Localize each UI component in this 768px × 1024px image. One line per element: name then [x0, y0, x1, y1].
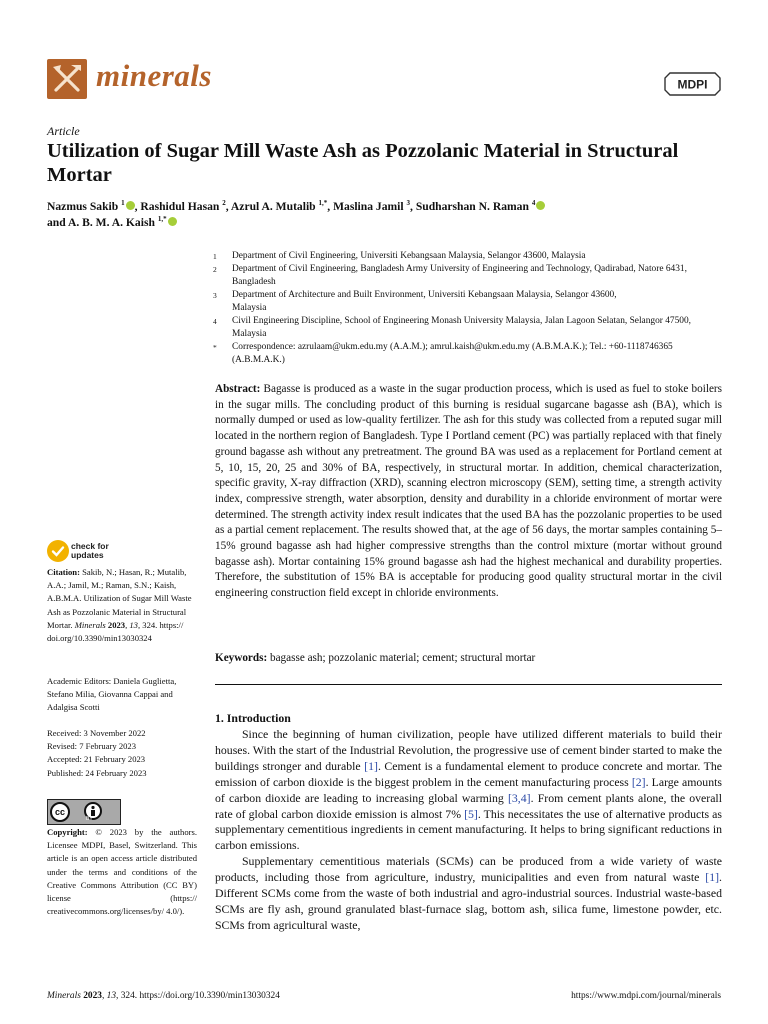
author[interactable]: and A. B. M. A. Kaish $^{1,*}$	[47, 216, 177, 229]
academic-editors: Academic Editors: Daniela Guglietta, Stefano Milia, Giovanna Cappai and Adalgisa Scotti	[47, 676, 177, 713]
correspondence: * Correspondence: azrulaam@ukm.edu.my (A.A.M.); amrul.kaish@ukm.edu.my (A.B.M.A.K.); Tel.: +60-1118746365 (A.B.M.A.K.)	[213, 342, 673, 365]
introduction-text	[215, 727, 722, 934]
abstract: Abstract: Bagasse is produced as a waste in the sugar production process, which is used as fuel to stoke boilers in the sugar mills. The concluding product of this burning is residual sugarcane bagasse ash (BA), which is normally dumped or used as low-quality fertilizer. The ash for this study was collected from a reputed sugar mill located in the northern region of Bangladesh. Type I Portland cement (PC) was partially replaced with that finely ground bagasse ash without any pretreatment. The ground BA was used as a replacement for Portland cement at 5, 10, 15, 20, 25 and 30% of BA, respectively, in structural mortar. In addition, chemical characterization, specific gravity, X-ray diffraction (XRD), scanning electron microscopy (SEM), setting time, a strength activity index, compressive strength, water absorption, density and durability in a chloride environment of mortar were determined. The strength activity index result indicates that the used BA has the pozzolanic properties to be used as a partial cement replacement. The results showed that, at the age of 56 days, the mortar samples containing 5–15% ground bagasse ash had higher compressive strengths than the control mixture (mortar without ground bagasse ash). Mortar containing 15% ground bagasse ash had the highest mechanical and durability properties. Therefore, the substitution of 15% BA is acceptable for producing good quality structural mortar in the civil engineering construction field except in chloride environments.	[215, 383, 722, 600]
reference-link[interactable]: [5]	[464, 806, 478, 821]
reference-link[interactable]: [2]	[631, 774, 646, 789]
paragraph: Since the beginning of human civilization, people have utilized different materials to build their houses. With the start of the Industrial Revolution, the progressive use of cement binder started to make the buildings stronger and durable [1]. Cement is a fundamental element to produce concrete and mortar. The emission of carbon dioxide is the biggest problem in the cement manufacturing process [2]. Large amounts of carbon dioxide are leading to increasing global warming [3,4]. From cement plants alone, the overall rate of global carbon dioxide emission is almost 7% [5]. This necessitates the use of alternative products as supplementary cementitious ingredients in cement manufacturing. It helps to bring significant reductions in carbon emissions.	[215, 727, 722, 853]
reference-link[interactable]: [1]	[364, 758, 378, 773]
author[interactable]: Maslina Jamil $^3$,	[333, 199, 416, 213]
publication-dates: Received: 3 November 2022 Revised: 7 February 2023 Accepted: 21 February 2023 Published: 24 February 2023	[47, 728, 147, 778]
check-for-updates-button[interactable]: check for updates	[47, 540, 167, 564]
footer-citation: Minerals 2023, 13, 324. https://doi.org/10.3390/min13030324	[47, 991, 280, 1001]
section-heading: 1. Introduction	[215, 711, 291, 725]
journal-name: minerals	[96, 58, 212, 93]
orcid-icon[interactable]	[536, 201, 545, 210]
affiliation: 3 Department of Architecture and Built Environment, Universiti Kebangsaan Malaysia, Selangor 43600, Malaysia	[213, 290, 617, 313]
citation: Citation: Sakib, N.; Hasan, R.; Mutalib, A.A.; Jamil, M.; Raman, S.N.; Kaish, A.B.M.A. Utilization of Sugar Mill Waste Ash as Pozzolanic Material in Structural Mortar. Minerals 2023, 13, 324. https:// doi.org/10.3390/min13030324	[47, 567, 192, 644]
paragraph: Supplementary cementitious materials (SCMs) can be produced from a wide variety of waste products, including those from agriculture, industry, municipalities and even from natural waste [1]. Different SCMs come from the waste of both industrial and agro-industrial sources. Industrial waste-based SCMs are fly ash, ground granulated blast-furnace slag, bottom ash, silica fume, limestone powder, etc. SCMs from agricultural waste,	[215, 854, 722, 932]
affiliations	[213, 250, 725, 367]
citation-doi-link[interactable]: , 324. https:// doi.org/10.3390/min13030324	[47, 619, 184, 644]
author[interactable]: Rashidul Hasan $^2$,	[140, 199, 231, 213]
section-divider	[215, 684, 722, 685]
journal-logo-icon	[47, 59, 87, 99]
author[interactable]: Azrul A. Mutalib $^{1,*}$,	[230, 199, 334, 213]
author[interactable]: Nazmus Sakib $^1$ ,	[47, 199, 141, 213]
publisher-logo	[664, 72, 721, 101]
affiliation: 1 Department of Civil Engineering, Universiti Kebangsaan Malaysia, Selangor 43600, Malaysia	[213, 251, 586, 261]
affiliation: 4 Civil Engineering Discipline, School of Engineering Monash University Malaysia, Jalan Lagoon Selatan, Selangor 47500, Malaysia	[213, 316, 692, 339]
publisher-logo-text: MDPI	[677, 77, 708, 92]
keywords: Keywords: bagasse ash; pozzolanic material; cement; structural mortar	[215, 652, 536, 664]
orcid-icon[interactable]	[126, 201, 135, 210]
cc-by-license-icon[interactable]: cc BY	[47, 799, 121, 825]
orcid-icon[interactable]	[168, 217, 177, 226]
author[interactable]: Sudharshan N. Raman $^4$	[416, 200, 546, 213]
affiliation: 2 Department of Civil Engineering, Bangladesh Army University of Engineering and Technology, Qadirabad, Natore 6431, Bangladesh	[213, 264, 687, 287]
article-title: Utilization of Sugar Mill Waste Ash as Pozzolanic Material in Structural Mortar	[47, 140, 679, 186]
copyright-notice: Copyright: © 2023 by the authors. Licensee MDPI, Basel, Switzerland. This article is an open access article distributed under the terms and conditions of the Creative Commons Attribution (CC BY) license (https:// creativecommons.org/licenses/by/ 4.0/).	[47, 827, 197, 917]
check-updates-icon	[47, 540, 69, 562]
reference-link[interactable]: [1]	[705, 870, 720, 885]
footer-doi-link[interactable]: , 324. https://doi.org/10.3390/min13030324	[116, 991, 280, 1001]
footer-journal-link[interactable]: https://www.mdpi.com/journal/minerals	[571, 991, 721, 1001]
reference-link[interactable]: [3,4]	[507, 790, 531, 805]
article-type: Article	[47, 124, 80, 138]
author-list	[47, 199, 727, 231]
